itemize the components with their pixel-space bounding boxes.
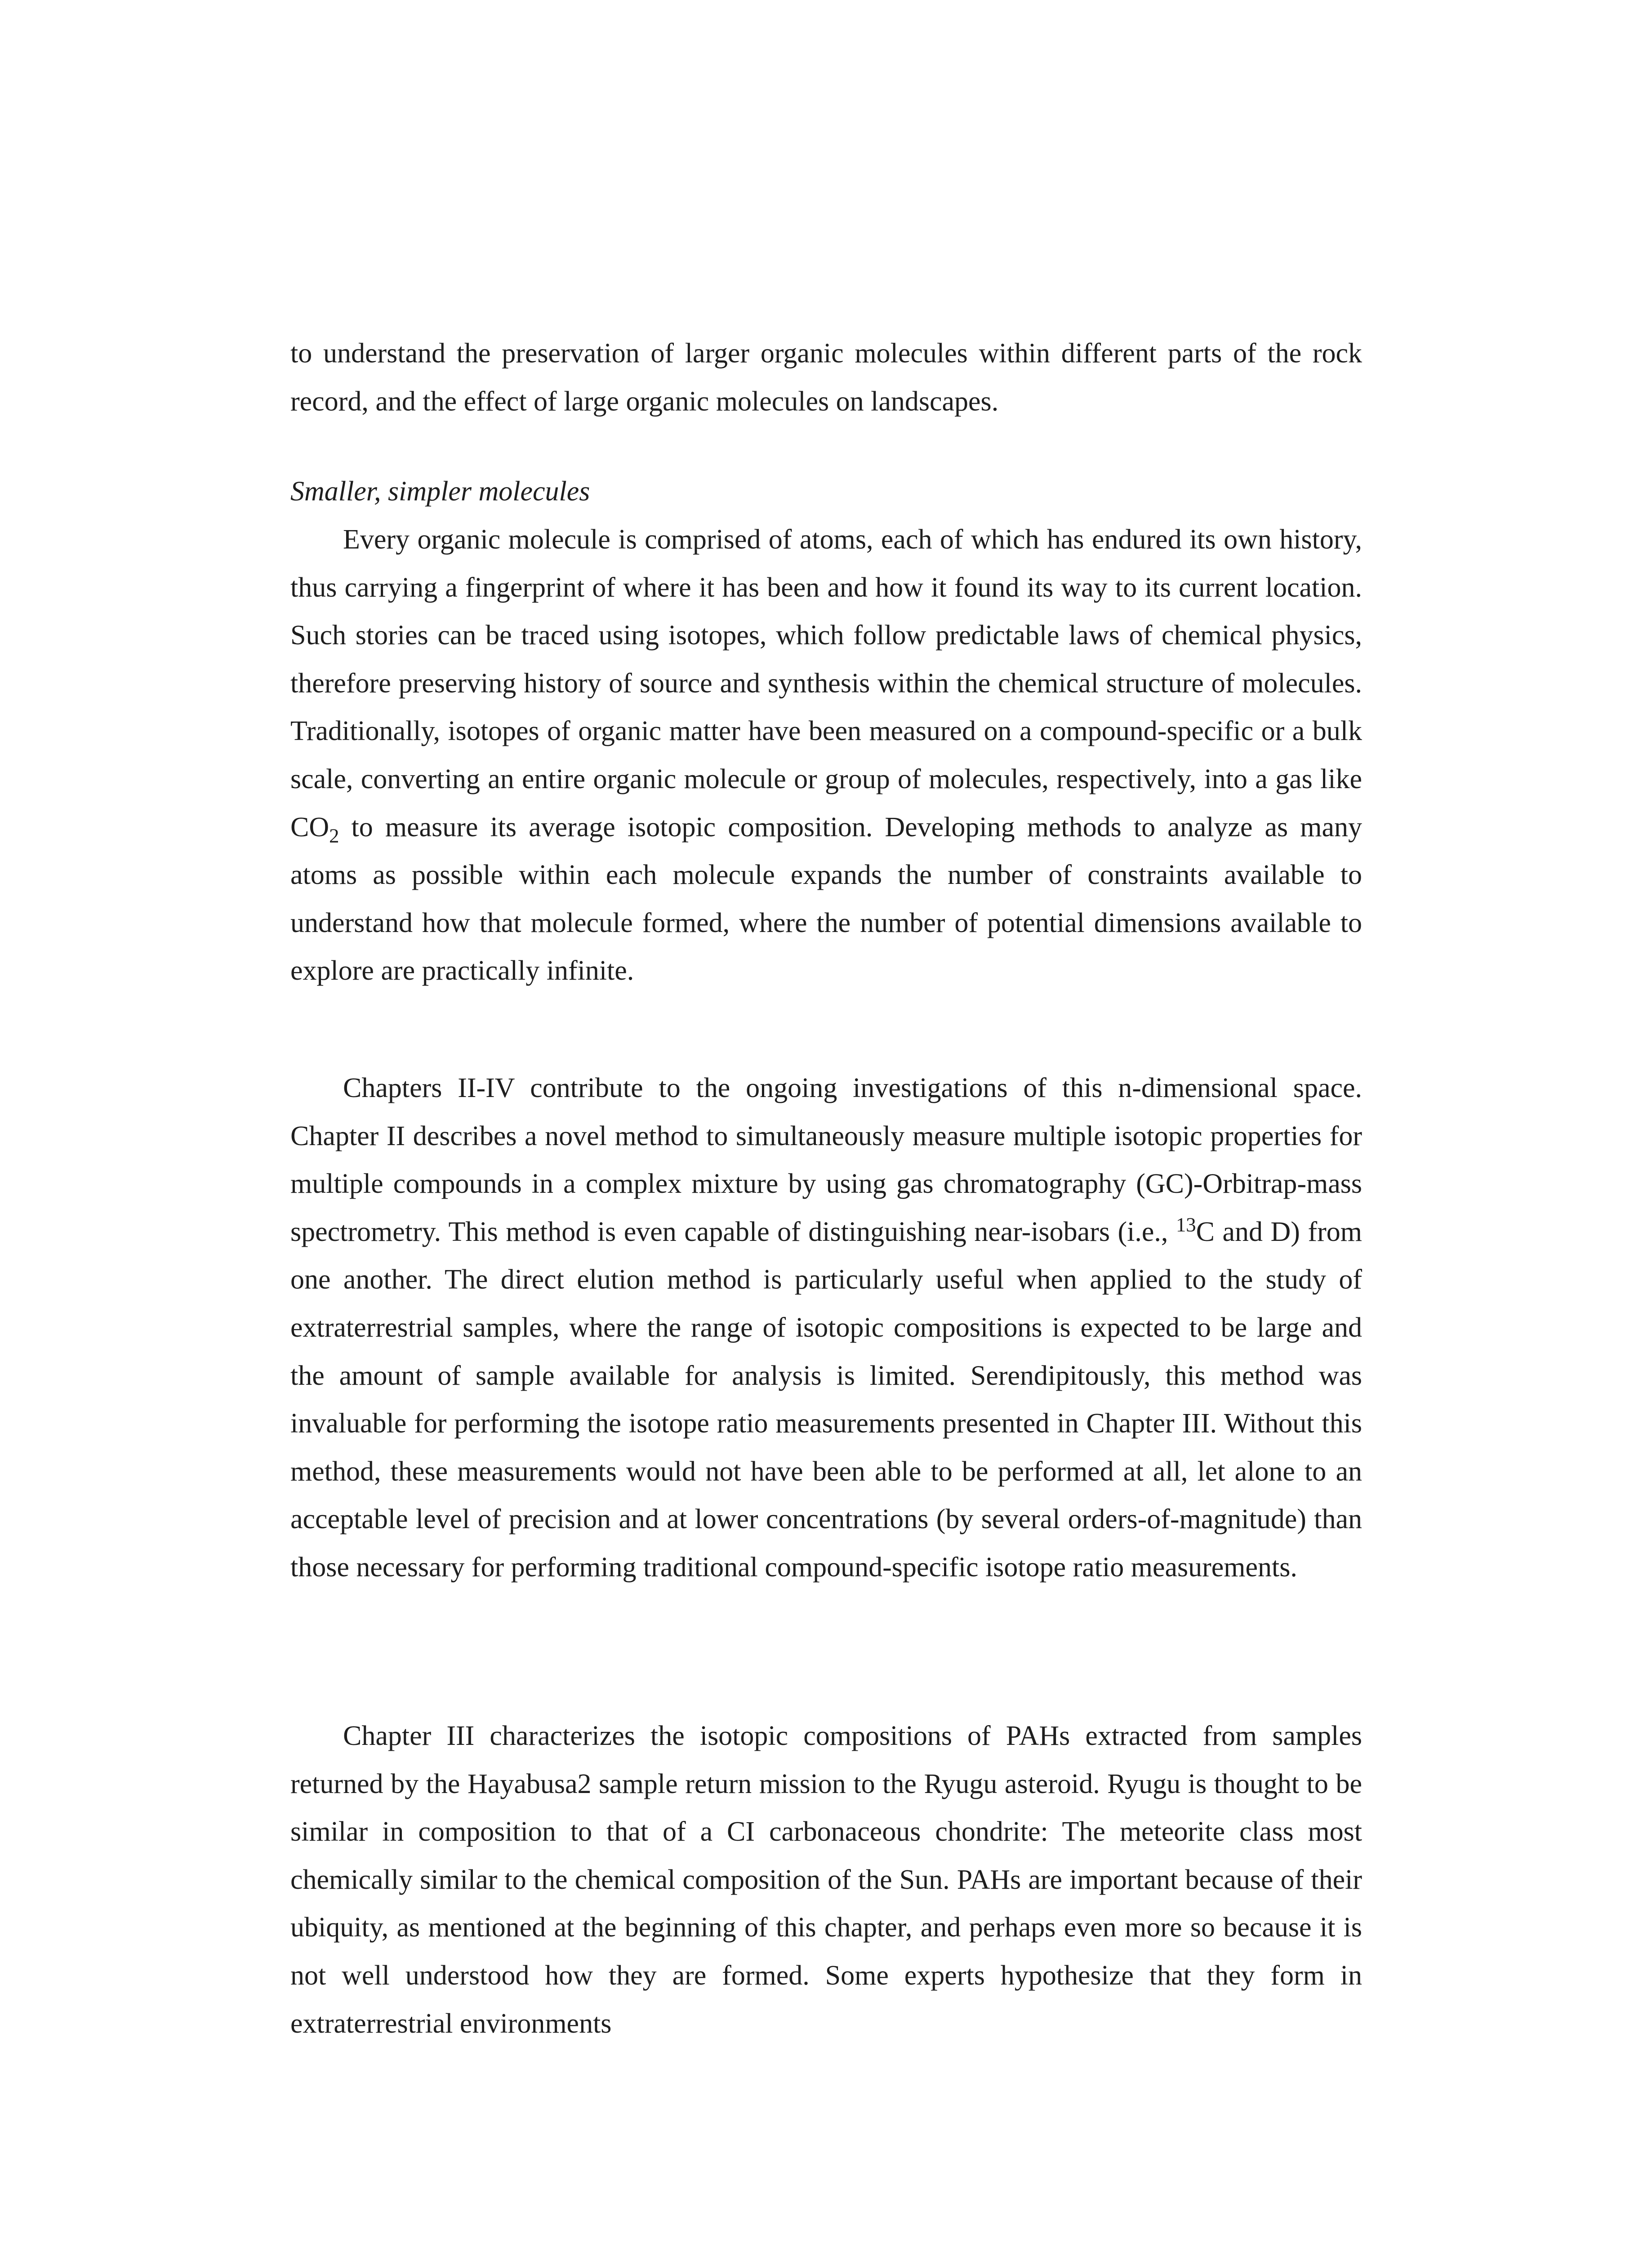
paragraph-isotopes-part2: to measure its average isotopic composition. Developing methods to analyze as many atoms as possible within each molecule expands the number of constraints available to understand how that molecule formed, where the number of potential dimensions available to explore are practically infinite.	[290, 812, 1362, 986]
paragraph-isotopes-part1: Every organic molecule is comprised of atoms, each of which has endured its own history, thus carrying a fingerprint of where it has been and how it found its way to its current location. Such stories can be traced using isotopes, which follow predictable laws of chemical physics, therefore preserving history of source and synthesis within the chemical structure of molecules. Traditionally, isotopes of organic matter have been measured on a compound-specific or a bulk scale, converting an entire organic molecule or group of molecules, respectively, into a gas like CO	[290, 524, 1362, 843]
paragraph-chapters-part2: C and D) from one another. The direct elution method is particularly useful when applied to the study of extraterrestrial samples, where the range of isotopic compositions is expected to be large and the amount of sample available for analysis is limited. Serendipitously, this method was invaluable for performing the isotope ratio measurements presented in Chapter III. Without this method, these measurements would not have been able to be performed at all, let alone to an acceptable level of precision and at lower concentrations (by several orders-of-magnitude) than those necessary for performing traditional compound-specific isotope ratio measurements.	[290, 1216, 1362, 1583]
continuation-text: to understand the preservation of larger organic molecules within different parts of the rock record, and the effect of large organic molecules on landscapes.	[290, 338, 1362, 417]
co2-subscript: 2	[329, 824, 339, 847]
section-heading: Smaller, simpler molecules	[290, 476, 590, 507]
paragraph-chapter-three-text: Chapter III characterizes the isotopic compositions of PAHs extracted from samples returned by the Hayabusa2 sample return mission to the Ryugu asteroid. Ryugu is thought to be similar in composition to that of a CI carbonaceous chondrite: The meteorite class most chemically similar to the chemical composition of the Sun. PAHs are important because of their ubiquity, as mentioned at the beginning of this chapter, and perhaps even more so because it is not well understood how they are formed. Some experts hypothesize that they form in extraterrestrial environments	[290, 1721, 1362, 2039]
paragraph-chapters-part1: Chapters II-IV contribute to the ongoing investigations of this n-dimensional space. Chapter II describes a novel method to simultaneously measure multiple isotopic properties for multiple compounds in a complex mixture by using gas chromatography (GC)-Orbitrap-mass spectrometry. This method is even capable of distinguishing near-isobars (i.e.,	[290, 1073, 1362, 1247]
paragraph-chapters	[290, 1064, 1362, 1592]
continuation-paragraph	[290, 330, 1362, 425]
carbon13-superscript: 13	[1176, 1213, 1196, 1236]
paragraph-isotopes	[290, 516, 1362, 995]
paragraph-chapter-three	[290, 1712, 1362, 2047]
